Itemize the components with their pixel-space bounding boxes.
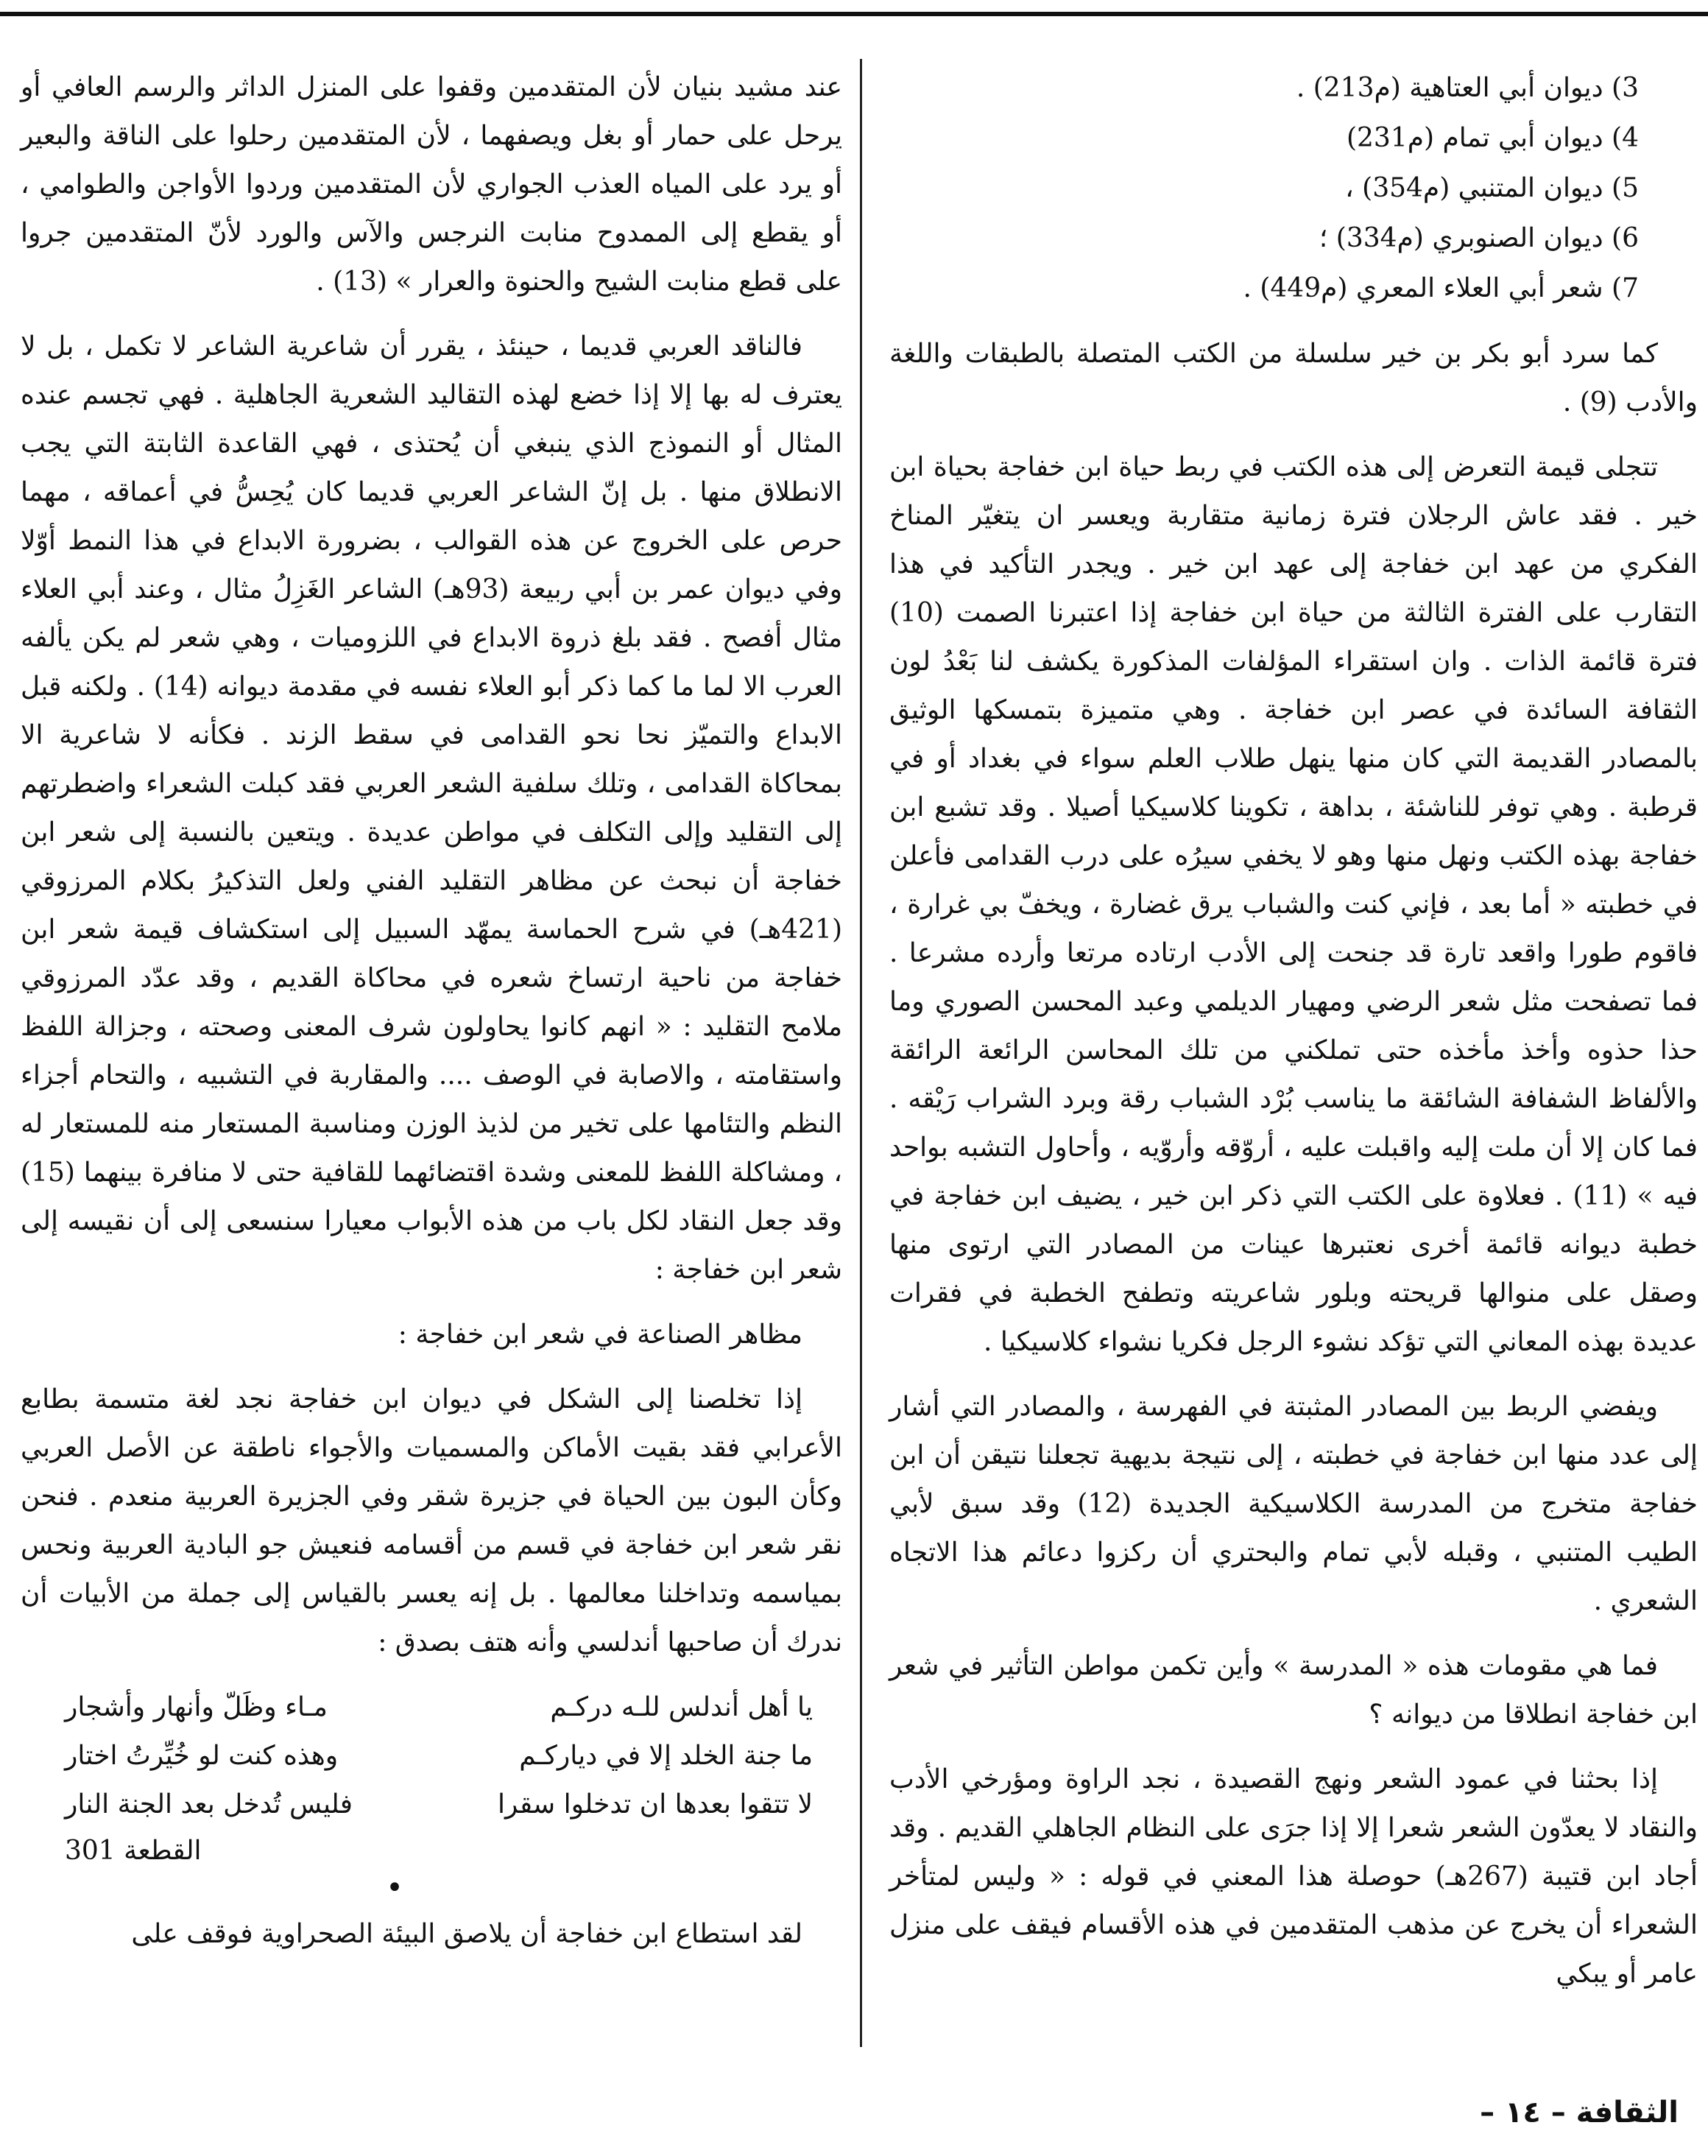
section-heading: مظاهر الصناعة في شعر ابن خفاجة : — [398, 1320, 802, 1350]
verse-second-hemistich: فليس تُدخل بعد الجنة النار — [65, 1789, 353, 1819]
paragraph: عند مشيد بنيان لأن المتقدمين وقفوا على المنزل الداثر والرسم العافي أو يرحل على حمار أو بغل ويصفهما ، لأن المتقدمين رحلوا على الناقة والبعير أو يرد على المياه العذب الجواري لأن المتقدمين وردوا الأواجن والطوامي ، أو يقطع إلى الممدوح منابت النرجس والآس والورد لأنّ المتقدمين جروا على قطع منابت الشيح والحنوة والعرار » (13) . — [21, 72, 842, 297]
verse-first-hemistich: ما جنة الخلد إلا في دياركـم — [519, 1741, 813, 1771]
paragraph: فالناقد العربي قديما ، حينئذ ، يقرر أن شاعرية الشاعر لا تكمل ، بل لا يعترف له بها إلا إذا خضع لهذه التقاليد الشعرية الجاهلية . فهي تجسم عنده المثال أو النموذج الذي ينبغي أن يُحتذى ، فهي القاعدة الثابتة التي يجب الانطلاق منها . بل إنّ الشاعر العربي قديما كان يُحِسُّ في أعماقه ، مهما حرص على الخروج عن هذه القوالب ، بضرورة الابداع في هذا النمط أوّلا وفي ديوان عمر بن أبي ربيعة (93هـ) الشاعر الغَزِلُ مثال ، وعند أبي العلاء مثال أفصح . فقد بلغ ذروة الابداع في اللزوميات ، وهي شعر لم يكن يألفه العرب الا لما ما كما ذكر أبو العلاء نفسه في مقدمة ديوانه (14) . ولكنه قبل الابداع والتميّز نحا نحو القدامى في سقط الزند . فكأنه لا شاعرية الا بمحاكاة القدامى ، وتلك سلفية الشعر العربي فقد كبلت الشعراء واضطرتهم إلى التقليد وإلى التكلف في مواطن عديدة . ويتعين بالنسبة إلى شعر ابن خفاجة أن نبحث عن مظاهر التقليد الفني ولعل التذكيرُ بكلام المرزوقي (421هـ) في شرح الحماسة يمهّد السبيل إلى استكشاف قيمة شعر ابن خفاجة من ناحية ارتساخ شعره في محاكاة القديم ، وقد عدّد المرزوقي ملامح التقليد : « انهم كانوا يحاولون شرف المعنى وصحته ، وجزالة اللفظ واستقامته ، والاصابة في الوصف .... والمقاربة في التشبيه ، والتحام أجزاء النظم والتئامها على تخير من لذيذ الوزن ومناسبة المستعار منه للمستعار له ، ومشاكلة اللفظ للمعنى وشدة اقتضائهما للقافية حتى لا منافرة بينهما (15) وقد جعل النقاد لكل باب من هذه الأبواب معيارا سنسعى إلى أن نقيسه إلى شعر ابن خفاجة : — [21, 331, 842, 1285]
list-item: 3) ديوان أبي العتاهية (م213) . — [1296, 73, 1639, 103]
top-rule — [0, 12, 1708, 16]
poem-verse — [21, 1780, 842, 1829]
list-item: 4) ديوان أبي تمام (م231) — [1346, 123, 1639, 153]
bullet-dot: • — [386, 1871, 403, 1905]
diwan-list — [889, 63, 1698, 314]
paragraph: إذا تخلصنا إلى الشكل في ديوان ابن خفاجة نجد لغة متسمة بطابع الأعرابي فقد بقيت الأماكن والمسميات والأجواء ناطقة عن الأصل العربي وكأن البون بين الحياة في جزيرة شقر وفي الجزيرة العربية منعدم . فنحن نقر شعر ابن خفاجة في قسم من أقسامه فنعيش جو البادية العربية ونحس بمياسمه وتداخلنا معالمها . بل إنه يعسر بالقياس إلى جملة من الأبيات أن ندرك أن صاحبها أندلسي وأنه هتف بصدق : — [21, 1384, 842, 1657]
page-footer: الثقافة – ١٤ – — [1480, 2096, 1679, 2129]
verse-second-hemistich: مـاء وظَلّ وأنهار وأشجار — [65, 1692, 328, 1722]
column-divider — [860, 59, 862, 2047]
paragraph: تتجلى قيمة التعرض إلى هذه الكتب في ربط حياة ابن خفاجة بحياة ابن خير . فقد عاش الرجلان فترة زمانية متقاربة ويعسر ان يتغيّر المناخ الفكري من عهد ابن خفاجة إلى عهد ابن خير . ويجدر التأكيد في هذا التقارب على الفترة الثالثة من حياة ابن خفاجة إذا اعتبرنا الصمت (10) فترة قائمة الذات . وان استقراء المؤلفات المذكورة يكشف لنا بَعْدُ لون الثقافة السائدة في عصر ابن خفاجة . وهي متميزة بتمسكها الوثيق بالمصادر القديمة التي كان منها ينهل طلاب العلم سواء في بغداد أو في قرطبة . وهي توفر للناشئة ، بداهة ، تكوينا كلاسيكيا أصيلا . وقد تشبع ابن خفاجة بهذه الكتب ونهل منها وهو لا يخفي سيرُه على درب القدامى فأعلن في خطبته « أما بعد ، فإني كنت والشباب يرق غضارة ، ويخفّ بي غرارة ، فاقوم طورا واقعد تارة قد جنحت إلى الأدب ارتاده مرتعا وأرده مشرعا . فما تصفحت مثل شعر الرضي ومهيار الديلمي وعبد المحسن الصوري وما حذا حذوه وأخذ مأخذه حتى تملكني من تلك المحاسن الرائعة الرائقة والألفاظ الشفافة الشائقة ما يناسب بُرْد الشباب رقة وبرد الشراب رَيْقه . فما كان إلا أن ملت إليه واقبلت عليه ، أروّقه وأروّيه ، وأحاول التشبه بواحد فيه » (11) . فعلاوة على الكتب التي ذكر ابن خير ، يضيف ابن خفاجة في خطبة ديوانه قائمة أخرى نعتبرها عينات من المصادر التي ارتوى منها وصقل على منوالها قريحته وبلور شاعريته وتطفح الخطبة في فقرات عديدة بهذه المعاني التي تؤكد نشوء الرجل فكريا نشواء كلاسيكيا . — [889, 452, 1698, 1357]
list-item: 6) ديوان الصنوبري (م334) ؛ — [1319, 223, 1639, 253]
list-item: 5) ديوان المتنبي (م354) ، — [1345, 173, 1639, 203]
right-column — [889, 63, 1698, 2015]
poem — [21, 1683, 842, 1903]
verse-first-hemistich: لا تتقوا بعدها ان تدخلوا سقرا — [497, 1789, 813, 1819]
paragraph: كما سرد أبو بكر بن خير سلسلة من الكتب المتصلة بالطبقات واللغة والأدب (9) . — [889, 339, 1698, 418]
poem-verse — [21, 1683, 842, 1732]
paragraph: إذا بحثنا في عمود الشعر ونهج القصيدة ، نجد الراوة ومؤرخي الأدب والنقاد لا يعدّون الشعر شعرا إلا إذا جرَى على النظام الجاهلي القديم . وقد أجاد ابن قتيبة (267هـ) حوصلة هذا المعني في قوله : « وليس لمتأخر الشعراء أن يخرج عن مذهب المتقدمين في هذه الأقسام فيقف على منزل عامر أو يبكي — [889, 1764, 1698, 1989]
poem-reference: القطعة 301 — [65, 1836, 202, 1866]
verse-second-hemistich: وهذه كنت لو خُيِّرتُ اختار — [65, 1741, 339, 1771]
list-item: 7) شعر أبي العلاء المعري (م449) . — [1243, 273, 1639, 303]
paragraph: فما هي مقومات هذه « المدرسة » وأين تكمن مواطن التأثير في شعر ابن خفاجة انطلاقا من ديوانه ؟ — [889, 1651, 1698, 1730]
left-column — [21, 63, 842, 1975]
verse-first-hemistich: يا أهل أندلس للـه دركـم — [550, 1692, 813, 1722]
poem-verse — [21, 1732, 842, 1780]
paragraph: لقد استطاع ابن خفاجة أن يلاصق البيئة الصحراوية فوقف على — [131, 1919, 802, 1949]
paragraph: ويفضي الربط بين المصادر المثبتة في الفهرسة ، والمصادر التي أشار إلى عدد منها ابن خفاجة في خطبته ، إلى نتيجة بديهية تجعلنا نتيقن أن ابن خفاجة متخرج من المدرسة الكلاسيكية الجديدة (12) وقد سبق لأبي الطيب المتنبي ، وقبله لأبي تمام والبحتري أن ركزوا دعائم هذا الاتجاه الشعري . — [889, 1392, 1698, 1616]
